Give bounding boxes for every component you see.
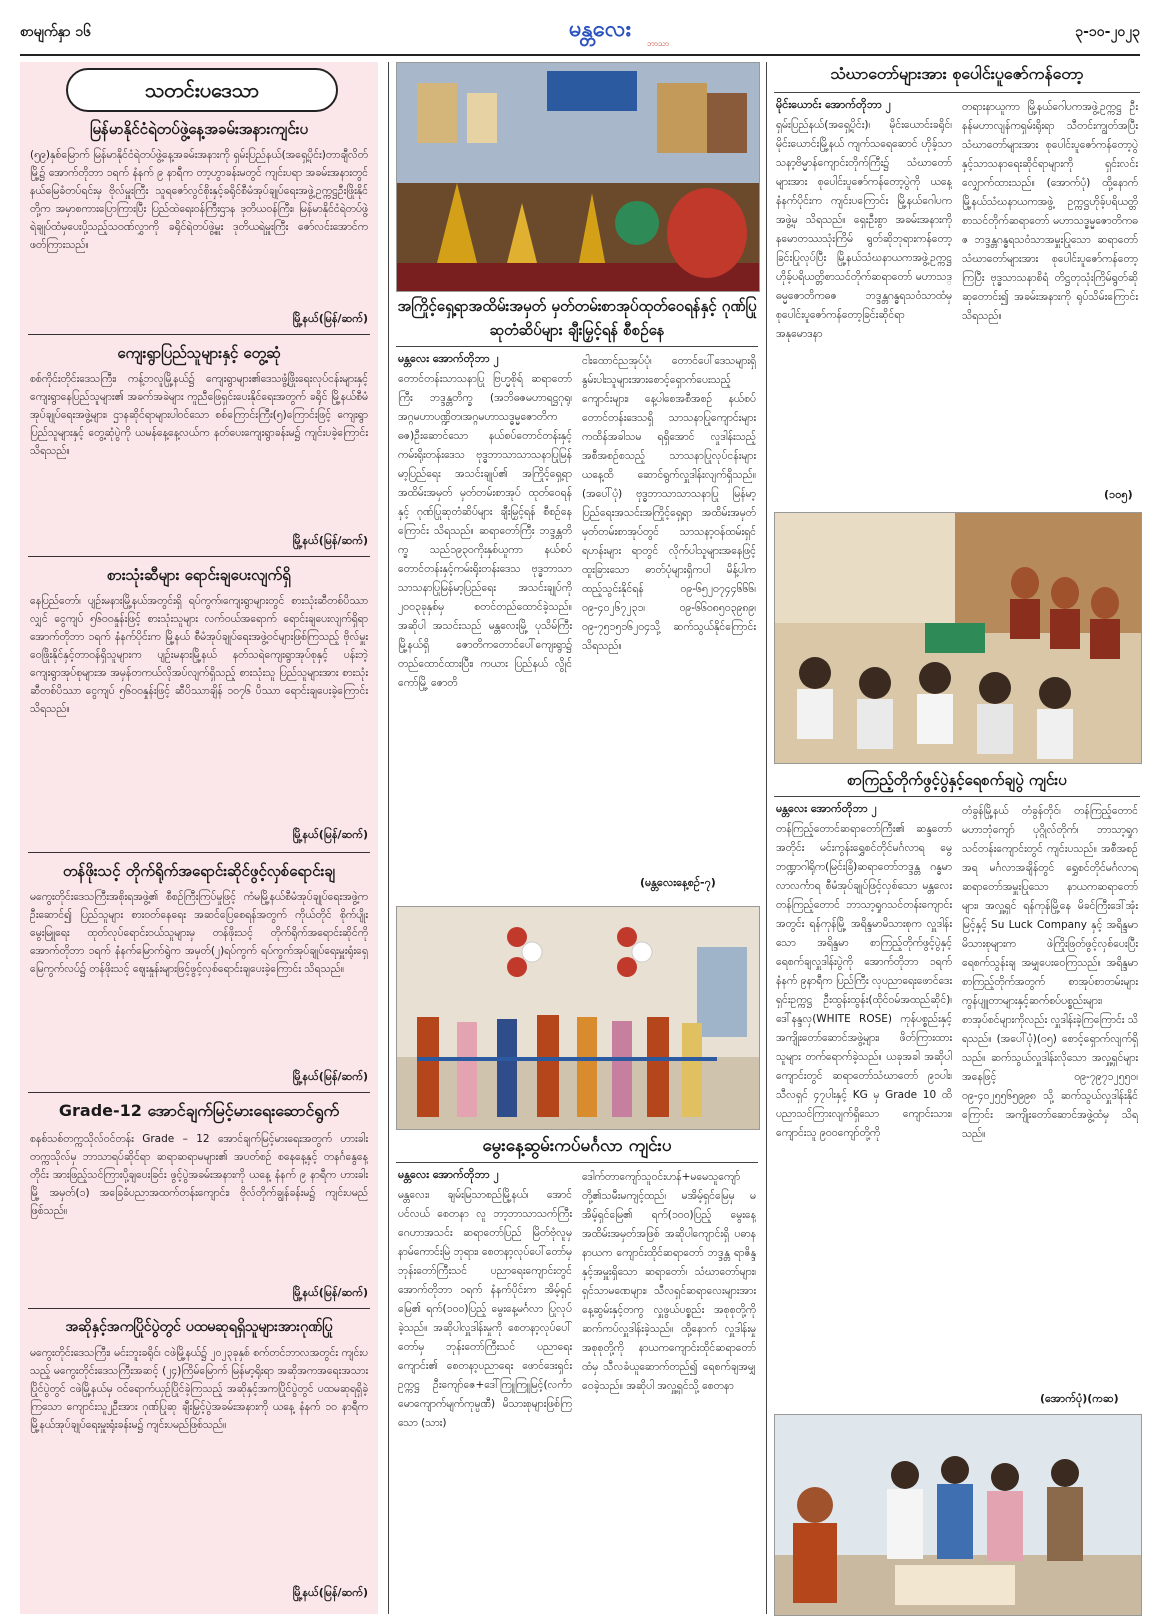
divider <box>28 1308 370 1309</box>
article-title: ကျေးရွာပြည်သူများနှင့် တွေ့ဆုံ <box>117 344 281 362</box>
ribbon-cutting-illustration <box>397 907 759 1129</box>
ribbon-cutting-photo <box>396 906 760 1130</box>
article-body: မကွေးတိုင်းဒေသကြီး၊ မင်းဘူးခရိုင်၊ ငဖဲမြို့နယ်၌ ၂၀၂၃ခုနှစ် စက်တင်ဘာလအတွင်း ကျင်းပသည့် မကွေးတိုင်းဒေသကြီးအဆင့် (၂၄)ကြိမ်မြောက် မြန်မာ့ရိုးရာ အဆိုအကအရေးအသားပြိုင်ပွဲတွင် ငဖဲမြို့နယ်မှ ဝင်ရောက်ယှဉ်ပြိုင်ခဲ့ကြသည့် အဆိုနှင့်အကပြိုင်ပွဲတွင် ပထမဆုရရှိခဲ့ကြသော ကျောင်းသူ၂ဦးအား ဂုဏ်ပြုဆု ချီးမြှင့်ပွဲအခမ်းအနားကို ယနေ့ နံနက် ၁၀ နာရီက မြို့နယ်အုပ်ချုပ်ရေးမှူးရုံးခန်းမ၌ ကျင်းပမည်ဖြစ်သည်။ <box>30 1347 368 1431</box>
article-body: (၅၉)နှစ်မြောက် မြန်မာနိုင်ငံရဲတပ်ဖွဲ့နေ့အခမ်းအနားကို ရှမ်းပြည်နယ်(အရှေ့ပိုင်း)တာချီလိတ်မြို့၌ အောက်တိုဘာ ၁ရက် နံနက် ၉ နာရီက တာ့ဟွာခန်းမတွင် ကျင်းပရာ အခမ်းအနားတွင် နယ်မြေခံတပ်ရင်းမှ ဗိုလ်မှူးကြီး သူရဇော်လွင်စိုးနှင့်ခရိုင်စီမံအုပ်ချုပ်ရေးအဖွဲ့ဥက္ကဋ္ဌဦးဖြိုးနိုင်တို့က အမှာစကားပြောကြားပြီး ပြည်ထဲရေးဝန်ကြီးဌာန ဒုတိယဝန်ကြီး၊ မြန်မာနိုင်ငံရဲတပ်ဖွဲ့ ရဲချုပ်ထံမှပေးပို့သည့်သဝဏ်လွှာကို ခရိုင်ရဲတပ်ဖွဲ့မှူး ဒုတိယရဲမှူးကြီး ဇော်လင်းအောင်က ဖတ်ကြားသည်။ <box>30 149 368 251</box>
divider <box>28 334 370 335</box>
divider <box>396 346 758 347</box>
monks-ceremony-photo <box>774 512 1142 764</box>
article-byline: မန္တလေး အောက်တိုဘာ ၂ <box>398 1168 499 1181</box>
article-source: (အောက်ပုံ)(ကဆ) <box>1040 1392 1119 1405</box>
article-body: တံခွန်မြို့နယ် တံခွန်တိုင်၊ တန်ကြည့်တောင်မဟာဘုံကျော် ပုဂ္ဂိုလ်တိုက်၊ ဘာသာ့ရှုဂသင်တန်းကျောင်းတွင် ကျင်းပသည်။ အစီအစဉ်အရ မင်္ဂလာအချိန်တွင် ရွှေစင်တိုင်မင်္ဂလာရဆရာတော်အမှူးပြုသော နာယကဆရာတော်များ၊ အလှူ့ရှင် ရန်ကုန်မြို့နေ မိခင်ကြီးဒေါ်အုံးမြင့်နှင့် Su Luck Company နှင့် အရိန္ဒမာမိသားစုများက ဖဲကြိုးဖြတ်ဖွင့်လှစ်ပေးပြီး ရေစက်သွန်းချ အမျှပေးဝေကြသည်။ အရိန္ဒမာစာကြည့်တိုက်အတွက် စာအုပ်စာတမ်းများ ကွန်ပျူတာများနှင့်ဆက်စပ်ပစ္စည်းများ၊ စာအုပ်စင်များကိုလည်း လှူဒါန်းခဲ့ကြကြောင်း သိရသည်။ (အပေါ်ပုံ)(ဝ၅) စောင့်ရှောက်လျက်ရှိသည်။ ဆက်သွယ်လှူဒါန်းလိုသော အလှူ့ရှင်များအနေဖြင့် ၀၉-၇၉၇၁၂၅၅၀၊ ၀၉-၄၀၂၅၅၆၅၉၉၈ သို့ ဆက်သွယ်လှူဒါန်းနိုင်ကြောင်း အကျိုးတော်ဆောင်အဖွဲ့ထံမှ သိရသည်။ <box>962 805 1138 1140</box>
section-banner: သတင်းပဒေသာ <box>66 68 338 112</box>
article-byline: မိုင်းယောင်း အောက်တိုဘာ ၂ <box>776 98 892 111</box>
article-body: ဒေါက်တာကျော်သူဝင်းဟန်+မမေသူကျော်တို့၏သမီးမကျင့်ထည်၊ မအိမ့်ရှင်မြေမှ မအိမ့်ရှင်မြေ၏ ရက်(၁၀၀)ပြည့် မွေးနေ့ အထိမ်းအမှတ်အဖြစ် အဆိုပါကျောင်းရှိ ပဓာနနာယက ကျောင်းထိုင်ဆရာတော် ဘဒ္ဒန္တ ရာဇိန္ဒနှင့်အမှူးရှိသော ဆရာတော်၊ သံဃာတော်များ၊ ရှင်သာမဏေများ၊ သီလရှင်ဆရာလေးများအား နေ့ဆွမ်းနှင့်တကွ လှူဖွယ်ပစ္စည်း အစုစုတို့ကို ဆက်ကပ်လှူဒါန်းခဲ့သည်။ ထို့နောက် လှူဒါန်းမှုအစုစုတို့ကို နာယကကျောင်းထိုင်ဆရာတော်ထံမှ သီလခံယူဆောက်တည်၍ ရေစက်ချအမျှဝေခဲ့သည်။ အဆိုပါ အလှူ့ရှင်သို့ စေတနာ <box>582 1171 756 1392</box>
article-body: တရားနာယူကာ မြို့နယ်ဂေါပကအဖွဲ့ဥက္ကဋ္ဌ ဦးနန်မဟာလျန်ကရှမ်းရိုးရာ သီတင်းကျွတ်အပြီးသံဃာတော်များအား စုပေါင်းပူဇော်ကန်တော့ပွဲနှင့်သာသနာရေးဆိုင်ရာများကို ရှင်းလင်းလျှောက်ထားသည်။ (အောက်ပုံ) ထို့နောက် မြို့နယ်သံဃနာယကအဖွဲ့ ဥက္ကဋ္ဌဟိုခ့်ပရိယတ္တိစာသင်တိုက်ဆရာတော် မဟာသဒ္ဓမ္မဇောတိကဓဇ ဘဒ္ဒန္တဂန္ဓရသဝံသာအမှူးပြုသော ဆရာတော်သံဃာတော်များအား စုပေါင်းပူဇော်ကန်တော့ကြပြီး ဗုဒ္ဓသာသနာစိရံ တိဋ္ဌတုသုံးကြိမ်ရွတ်ဆိုဆုတောင်း၍ အခမ်းအနားကို ရုပ်သိမ်းကြောင်း သိရသည်။ <box>962 101 1138 322</box>
article-title: အဆိုနှင့်အကပြိုင်ပွဲတွင် ပထမဆုရရှိသူများအားဂုဏ်ပြု <box>65 1319 333 1335</box>
monks-ceremony-illustration <box>775 513 1141 763</box>
page-header <box>20 14 1140 56</box>
article-body: တောင်တန်းသာသနာပြု ဗြဟ္မစိုရ် ဆရာတော်ကြီး ဘဒ္ဒန္တတိက္ခ (အဘိဓဇမဟာရဋ္ဌဂုရု၊ အဂ္ဂမဟာပဏ္ဍိတ၊အဂ္ဂမဟာသဒ္ဓမ္မဇောတိက ဓဇ)ဦးဆောင်သော နယ်စပ်တောင်တန်းနှင့်ကမ်းရိုးတန်းဒေသ ဗုဒ္ဓဘာသာသာသနာပြုမြန်မာ့ပြည်ရေး အသင်းချုပ်၏ အကြိုင့်ရှေ့ရာ အထိမ်းအမှတ် မှတ်တမ်းစာအုပ် ထုတ်ဝေရန်နှင့် ဂုဏ်ပြုဆုတံဆိပ်များ ချီးမြှင့်ရန် စီစဉ်နေကြောင်း သိရသည်။ ဆရာတော်ကြီး ဘဒ္ဒန္တတိက္ခ သည်၁၉၃၀ကိုးနှစ်ယူကာ နယ်စပ်တောင်တန်းနှင့်ကမ်းရိုးတန်းဒေသ ဗုဒ္ဓဘာသာ သာသနာပြုမြန်မာ့ပြည်ရေး အသင်းချုပ်ကို ၂၀၀၃ခုနှစ်မှ စတင်တည်ထောင်ခဲ့သည်။ အဆိုပါ အသင်းသည် မန္တလေးမြို့ ပုသိမ်ကြီးမြို့နယ်ရှိ ဇောတိကတောင်ပေါ်ကျေးရွာ၌ တည်ထောင်ထားပြီး၊ ကယား ပြည်နယ် လွိုင်ကော်မြို့ ဇောတိ <box>398 373 572 689</box>
column-divider <box>766 62 767 1614</box>
divider <box>28 852 370 853</box>
article-body: မကွေးတိုင်းဒေသကြီးအစိုးရအဖွဲ့၏ စီစဉ်ကြီးကြပ်မှုဖြင့် ကံမမြို့နယ်စီမံအုပ်ချုပ်ရေးအဖွဲ့က ဦးဆောင်၍ ပြည်သူများ စားဝတ်နေရေး အဆင်ပြေစေရန်အတွက် ကိုယ်တိုင် စိုက်ပျိုးမွေးမြူရေး ထုတ်လုပ်ရောင်းဝယ်သူများမှ တန်ဖိုးသင့် တိုက်ရိုက်အရောင်းဆိုင်ကို အောက်တိုဘာ ၁ရက် နံနက်မြောက်ရွဲက အမှတ်(၂)ရပ်ကွက် ရပ်ကွက်အုပ်ချုပ်ရေးမှူးရုံးရှေ့ မြေကွက်လပ်၌ တန်ဖိုးသင့် ဈေးနှုန်းများဖြင့်ဖွင့်လှစ်ရောင်းချပေးခဲ့ကြောင်း သိရသည်။ <box>30 891 368 975</box>
article-source: (မန္တလေးနေ့စဉ်-၇) <box>640 876 716 889</box>
page-date: ၃-၁၀-၂၀၂၃ <box>1075 24 1140 40</box>
article-body: မန္တလေး၊ ချမ်းမြသာစည်မြို့နယ်၊ အောင်ပင်လယ် စေတနာ လူ ဘာ့ဘာသာသက်ကြီးဂေဟာအသင်း ဆရာတော်ပြည် မြိတ်ဗုံလူမှနာမ်ကောင်းမြဲ ဘုရား၊ စေတနာ့လုပ်ပေါ်တော်မှ ဘုန်းတော်ကြီးသင် ပညာရေးကျောင်းတွင် အောက်တိုဘာ ၁ရက် နံနက်ပိုင်းက အိမ့်ရှင်မြေ၏ ရက်(၁၀၀)ပြည့် မွေးနေ့မင်္ဂလာ ပြုလုပ်ခဲ့သည်။ အဆိုပါလှူဒါန်းမှုကို စေတနာ့လုပ်ပေါ်တော်မှ ဘုန်းတော်ကြီးသင် ပညာရေးကျောင်း၏ စေတနာ့ပညာရေး ဖောင်ဒေးရှင်းဥက္ကဋ္ဌ ဦးကျော်ဇေ+ဒေါ်ကြူကြူမြင့်(လင်္ကာမောကျောက်မျက်ကုမ္ပဏီ) မိသားစုများဖြစ်ကြသော (သား) <box>398 1189 572 1429</box>
divider <box>774 92 1140 93</box>
article-body: တန်ကြည့်တောင်ဆရာတော်ကြီး၏ ဆန္ဒတော်အတိုင်း မင်းကွန်းရွှေစင်တိုင်မင်္ဂလာရ မွေ့ဘဏ္ဍာဂါရိုက(မြင်းခြံ)ဆရာတော်ဘဒ္ဒန္တ ဂန္ဓမာလာလင်္ကာရ စီမံအုပ်ချုပ်ဖြင့်လှစ်သော မန္တလေးတန်ကြည့်တောင် ဘာသာ့ရှုဂသင်တန်းကျောင်းအတွင်း ရန်ကုန်မြို့ အရိန္ဒမာမိသားစုက လှူဒါန်းသော အရိန္ဒမာ စာကြည့်တိုက်ဖွင့်ပွဲနှင့် ရေစက်ချလှူဒါန်းပွဲကို အောက်တိုဘာ ၁ရက် နံနက် ၉နာရီက ပြည်ကြီး လုပညာရေးဖောင်ဒေးရှင်းဥက္ကဋ္ဌ ဦးထွန်းထွန်း(ထိုင်ဝမ်အထည်ဆိုင်)၊ ဒေါ်နန္ဒလှ(WHITE ROSE) ကုန်ပစ္စည်းနှင့်အကျိုးတော်ဆောင်အဖွဲ့များ၊ ဖိတ်ကြားထားသူများ တက်ရောက်ခဲ့သည်။ ယခုအခါ အဆိုပါကျောင်းတွင် ဆရာတော်သံဃာတော် ၉၁ပါး၊ သီလရှင် ၄၇ပါးနှင့် KG မှ Grade 10 ထိပညာသင်ကြားလျက်ရှိသော ကျောင်းသား၊ ကျောင်းသူ ၉၀၀ကျော်တို့ကို <box>776 823 952 1139</box>
article-body: စနစ်သစ်တက္ကသိုလ်ဝင်တန်း Grade – 12 အောင်ချက်မြင့်မားရေးအတွက် ဟားခါးတက္ကသိုလ်မှ ဘာသာရပ်ဆိုင်ရာ ဆရာဆရာမများ၏ အပတ်စဉ် စနေနေ့နှင့် တနင်္ဂနွေနေ့တိုင်း အားဖြည့်သင်ကြားပို့ချပေးခြင်း ဖွင့်ပွဲအခမ်းအနားကို ယနေ့ နံနက် ၉ နာရီက ဟားခါးမြို့ အမှတ်(၁) အခြေခံပညာအထက်တန်းကျောင်း၊ ဗိုလ်တိုက်ချွန်ခန်းမ၌ ကျင်းပမည်ဖြစ်သည်။ <box>30 1133 368 1217</box>
article-title: စာကြည့်တိုက်ဖွင့်ပွဲနှင့်ရေစက်ချပွဲ ကျင်းပ <box>847 771 1067 789</box>
article-body: ရှမ်းပြည်နယ်(အရှေ့ပိုင်း)၊ မိုင်းယောင်းခရိုင်၊ မိုင်းယောင်းမြို့နယ် ကျက်သရေဆောင် ဟိုခ့်သာသနာ့ဗိမ္မာန်ကျောင်းတိုက်ကြီး၌ သံဃာတော်များအား စုပေါင်းပူဇော်ကန်တော့ပွဲကို ယနေ့နံနက်ပိုင်းက ကျင်းပကြောင်း မြို့နယ်ဂေါပကအဖွဲ့မှ သိရသည်။ ရှေးဦးစွာ အခမ်းအနားကို နမောတဿသုံးကြိမ် ရွတ်ဆိုဘုရားကန်တော့ခြင်းပြုလုပ်ပြီး မြို့နယ်သံဃနာယကအဖွဲ့ဥက္ကဋ္ဌ ဟိုခ့်ပရိယတ္တိစာသင်တိုက်ဆရာတော် မဟာသဒ္ဓမ္မဇောတိကဓဇ ဘဒ္ဒန္တဂန္ဓရသဝံသာထံမှ စုပေါင်းပူဇော်ကန်တော့ခြင်းဆိုင်ရာ အနုမောဒနာ <box>776 119 952 340</box>
article-body: နေပြည်တော်၊ ပျဉ်းမနားမြို့နယ်အတွင်းရှိ ရပ်ကွက်၊ကျေးရွာများတွင် စားသုံးဆီတစ်ပိဿာလျှင် ငွေကျပ် ၅၆၀၀နှုန်းဖြင့် စားသုံးသူများ လက်ဝယ်အရောက် ရောင်းချပေးလျက်ရှိရာ အောက်တိုဘာ ၁ရက် နံနက်ပိုင်းက မြို့နယ် စီမံအုပ်ချုပ်ရေးအဖွဲ့ဝင်များဖြစ်ကြသည့် ဗိုလ်မှူးဝေဖြိုးနိုင်နှင့်တာဝန်ရှိသူများက ပျဉ်းမနားမြို့နယ် နတ်သရဲကျေးရွာအုပ်စုနှင့် ပန်းဘဲ့ကျေးရွာအုပ်စုများအ အမှန်တကယ်လိုအပ်လျက်ရှိသည့် စားသုံးသူ ပြည်သူများအား စားသုံးဆီတစ်ပိဿာ ငွေကျပ် ၅၆၀၀နှုန်းဖြင့် ဆီပိဿာချိန် ၁၀၇၆ ပိဿာ ရောင်းချပေးခဲ့ကြောင်း သိရသည်။ <box>30 595 368 715</box>
article-title: အကြိုင့်ရှေ့ရာအထိမ်းအမှတ် မှတ်တမ်းစာအုပ်ထုတ်ဝေရန်နှင့် ဂုဏ်ပြုဆုတံဆိပ်များ ချီးမြှင့်ရန် စီစဉ်နေ <box>397 297 757 339</box>
page-number: စာမျက်နှာ ၁၆ <box>20 24 92 40</box>
article-title: မြန်မာနိုင်ငံရဲတပ်ဖွဲ့နေ့အခမ်းအနားကျင်းပ <box>89 120 309 138</box>
divider <box>28 556 370 557</box>
divider <box>28 1092 370 1093</box>
article-source: မြို့နယ်(မြန်/ဆက်) <box>292 1586 368 1599</box>
shrine-photo <box>396 62 760 292</box>
shrine-photo-illustration <box>397 63 759 291</box>
article-source: မြို့နယ်(မြန်/ဆက်) <box>292 1286 368 1299</box>
article-title: တန်ဖိုးသင့် တိုက်ရိုက်အရောင်းဆိုင်ဖွင့်လှစ်ရောင်းချ <box>62 862 336 880</box>
article-title: Grade-12 အောင်ချက်မြင့်မားရေးဆောင်ရွက် <box>58 1101 340 1120</box>
column-divider <box>388 62 389 1614</box>
article-source: မြို့နယ်(မြန်/ဆက်) <box>292 312 368 325</box>
article-title: မွေးနေ့ဆွမ်းကပ်မင်္ဂလာ ကျင်းပ <box>482 1136 672 1156</box>
logo-text: မန္တလေး <box>568 16 632 42</box>
article-title: စားသုံးဆီများ ရောင်းချပေးလျက်ရှိ <box>107 566 291 584</box>
logo-subtext: ဘာသာ <box>646 39 669 48</box>
article-byline: မန္တလေး အောက်တိုဘာ ၂ <box>398 352 499 365</box>
article-source: (၁၀၅) <box>1104 488 1133 501</box>
article-body: ငါးထောင်ညအုပ်ပုံ၊ တောင်ပေါ်ဒေသများရှိ နွမ်းပါးသူများအားစောင့်ရှောက်ပေးသည့်ကျောင်းများ၊ နေ့ပါစေအစီအစဉ် နယ်စပ်တောင်တန်းဒေသရှိ သာသနာပြုကျောင်းများ ကထိန်အခါသမ ရရှိအောင် လှုဒါန်းသည့်အစီအစဉ်စသည့် သာသနာပြုလုပ်ငန်းများ ယနေ့ထိ ဆောင်ရွက်လှူဒါန်းလျက်ရှိသည်။ (အပေါ်ပုံ) ဗုဒ္ဓဘာသာသာသနာပြု မြန်မာ့ပြည်ရေးအသင်းအကြိုင့်ရှေ့ရာ အထိမ်းအမှတ် မှတ်တမ်းစာအုပ်တွင် သာသနာ့ဝန်ထမ်းရှင်ရဟန်းများ ရာတွင် လိုက်ပါသူများအနေဖြင့် ထူးခြားသော ဓာတ်ပုံများရှိကပါ မိန့်ပါက ထည့်သွင်းနိုင်ရန် ၀၉-၆၅၂၀၇၄၄၆၆၆၊ ၀၉-၄၀၂၆၇၂၃၁၊ ၀၉-၆၆၀၈၅၀၃၉၈၉၊ ၀၉-၇၅၁၅၁၆၂၀၄သို့ ဆက်သွယ်နိုင်ကြောင်း သိရသည်။ <box>582 355 756 652</box>
divider <box>396 1162 758 1163</box>
article-body: စစ်ကိုင်းတိုင်းဒေသကြီး၊ ကန့်ဘလူမြို့နယ်၌ ကျေးရွာများ၏ဒေသဖွံ့ဖြိုးရေးလုပ်ငန်းများနှင့် ကျေးရွာနေပြည်သူများ၏ အခက်အခဲများ ကူညီဖြေရှင်းပေးနိုင်ရေးအတွက် ခရိုင် မြို့နယ်စီမံအုပ်ချုပ်ရေးအဖွဲ့များ၊ ဌာနဆိုင်ရာများပါဝင်သော စစ်ကြောင်းကြီး(၅)ကြောင်းဖြင့် ကျေးရွာပြည်သူများနှင့် တွေ့ဆုံပွဲကို ယမန်နေ့နေ့လယ်က နတ်ပေးကျေးရွာခန်းမ၌ ကျင်းပခဲ့ကြောင်း သိရသည်။ <box>30 373 368 457</box>
donation-photo <box>774 1414 1142 1616</box>
article-source: မြို့နယ်(မြန်/ဆက်) <box>292 1070 368 1083</box>
donation-illustration <box>775 1415 1141 1615</box>
masthead-logo <box>525 14 675 50</box>
article-byline: မန္တလေး အောက်တိုဘာ ၂ <box>776 802 877 815</box>
article-title: သံဃာတော်များအား စုပေါင်းပူဇော်ကန်တော့ <box>830 64 1084 83</box>
news-brief-column <box>20 62 378 1614</box>
divider <box>774 796 1140 797</box>
article-source: မြို့နယ်(မြန်/ဆက်) <box>292 534 368 547</box>
article-source: မြို့နယ်(မြန်/ဆက်) <box>292 828 368 841</box>
